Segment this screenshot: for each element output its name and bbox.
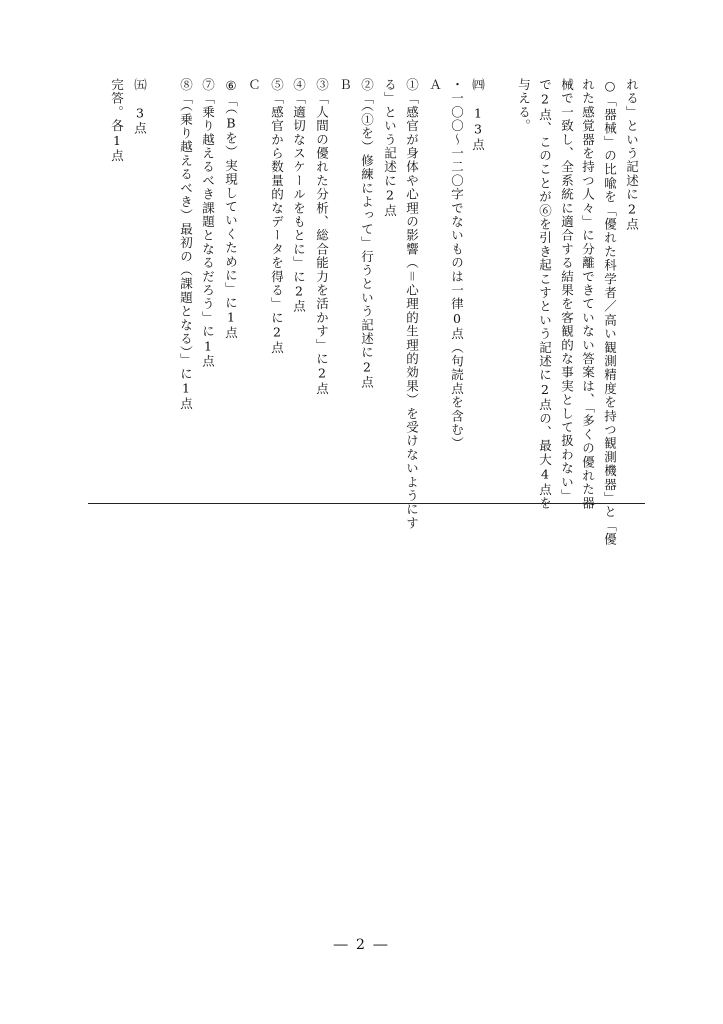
text-column: ②「（①を）修練によって」行うという記述に2点: [359, 78, 375, 390]
section-heading: Ａ: [427, 78, 443, 92]
text-column: ⑤「感官から数量的なデータを得る」に2点: [269, 78, 285, 355]
text-column: る」という記述に2点: [382, 78, 398, 218]
text-column: ㈣ 13点: [470, 78, 486, 152]
text-column: ⑧「（乗り越えるべき）最初の（課題となる）」に1点: [178, 78, 194, 411]
text-column: ㈤ 3点: [132, 78, 148, 136]
section-heading: Ｃ: [246, 78, 262, 92]
section-heading: Ｂ: [337, 78, 353, 92]
text-column: ④「適切なスケールをもとに」に2点: [291, 78, 307, 314]
text-column: ⑥「（Bを）実現していくために」に1点: [223, 78, 239, 340]
text-column: れる」という記述に2点: [624, 78, 640, 232]
text-column: ○「器械」の比喩を「優れた科学者／高い観測精度を持つ観測機器」と「優: [602, 78, 618, 547]
text-column: ⑦「乗り越えるべき課題となるだろう」に1点: [200, 78, 216, 369]
text-column: 完答。各1点: [109, 78, 125, 163]
text-column: ③「人間の優れた分析、総合能力を活かす」に2点: [314, 78, 330, 396]
text-column: 械で一致し、全系統に適合する結果を客観的な事実として扱わない」: [559, 78, 575, 503]
text-column: ・一〇〇〜一二〇字でないものは一律0点（句読点を含む）: [449, 78, 465, 451]
text-column: れた感覚器を持つ人々」に分離できていない答案は、「多くの優れた器: [580, 78, 596, 511]
text-column: 与える。: [516, 78, 532, 133]
horizontal-rule: [88, 503, 645, 504]
text-column: で2点、このことが⑥を引き起こすという記述に2点の、最大4点を: [537, 78, 553, 511]
page-number: ― 2 ―: [333, 937, 390, 953]
text-column: ①「感官が身体や心理の影響（＝心理的生理的効果）を受けないようにす: [404, 78, 420, 531]
